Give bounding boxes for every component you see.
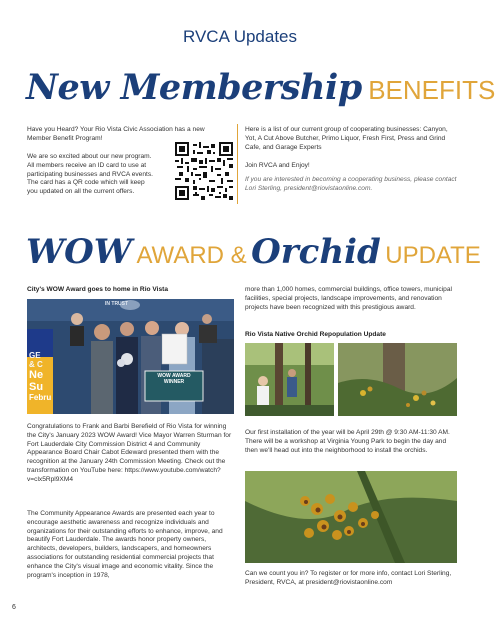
photo-sign-line: GE [29, 351, 41, 360]
section-header: RVCA Updates [182, 27, 298, 46]
award-badge-line: WOW AWARD [157, 373, 191, 379]
wow-congrats: Congratulations to Frank and Barbi Berefield of Rio Vista for winning the City's January 2023 WOW Award! Vice Mayor Warren Sturman for Fort Lauderdale City Commission District 4 and Community Appearance Board Chair Cabot Edeward presented them with the recognition at the January 24th Commission Meeting. Check out the transformation on YouTube here: https://www.youtube.com/watch?v=clx5Rpl9XM4 [27, 423, 232, 483]
orchid-registration: Can we count you in? To register or for more info, contact Lori Sterling, President, RVCA, at president@riovistaonline.com [245, 570, 452, 586]
membership-title-script: New Membership [26, 67, 362, 108]
orchid-title-script: Orchid [251, 232, 381, 272]
membership-details [27, 153, 177, 197]
membership-title [26, 67, 495, 111]
wow-continued: more than 1,000 homes, commercial buildings, office towers, municipal facilities, special projects, landscape improvements, and renovation projects have been recognized with this prestigious award. [245, 286, 452, 311]
photo-sign-line: & C [29, 360, 43, 369]
membership-details-line: participating businesses and RVCA events. [27, 170, 153, 178]
orchid-installation: Our first installation of the year will be April 29th @ 9:30 AM-11:30 AM. There will be a workshop at Virginia Young Park to begin the day and then we'll head out into the neighborhood to install the orchids. [245, 429, 450, 454]
orchid-tree-photo-art [338, 343, 457, 416]
membership-details-line: All members receive an ID card to use at [27, 161, 147, 169]
orchid-title-caps: UPDATE [385, 242, 481, 269]
membership-intro: Have you Heard? Your Rio Vista Civic Association has a new Member Benefit Program! [27, 126, 205, 142]
wow-title-caps: AWARD & [136, 242, 247, 269]
award-badge-line: WINNER [163, 379, 185, 385]
orchid-closeup-photo [245, 471, 457, 563]
orchid-closeup-photo-art [245, 471, 457, 563]
wow-title-script: WOW [26, 232, 132, 272]
membership-title-caps: BENEFITS [368, 75, 495, 105]
wow-title [26, 232, 481, 276]
photo-sign-line: Ne [29, 369, 44, 381]
workshop-photo [245, 343, 334, 416]
business-list: Here is a list of our current group of cooperating businesses: Canyon, Yot, A Cut Above Butcher, Primo Liquor, Fresh First, Press and Grind Cafe, and Garage Experts [245, 126, 448, 151]
orchid-tree-photo [338, 343, 457, 416]
business-contact: If you are interested in becoming a cooperating business, please contact Lori Sterling, president@riovistaonline.com. [245, 176, 457, 192]
membership-details-line: The card has a QR code which will keep [27, 179, 145, 187]
award-badge [145, 373, 203, 385]
photo-top-text: IN TRUST [105, 301, 129, 307]
page-number: 6 [12, 604, 16, 611]
award-photo-art [27, 299, 234, 414]
photo-sign-line: Febru [29, 393, 52, 402]
wow-program-info: The Community Appearance Awards are presented each year to encourage aesthetic awareness and recognize individuals and organizations for their outstanding efforts to enhance, improve, and beautify Fort Lauderdale. The awards honor property owners, architects, developers, builders, landscapers, and homeowners associations for outstanding residential commercial projects that enhance the City's visual image and economic vitality. Since the program's inception in 1978, [27, 510, 223, 579]
photo-sign-line: Su [29, 381, 44, 393]
wow-heading: City's WOW Award goes to home in Rio Vista [27, 286, 169, 293]
membership-details-line: We are so excited about our new program. [27, 153, 152, 160]
award-photo [27, 299, 234, 414]
join-cta: Join RVCA and Enjoy! [245, 162, 310, 169]
orchid-heading: Rio Vista Native Orchid Repopulation Update [245, 331, 386, 338]
workshop-photo-art [245, 343, 334, 416]
photo-sign-text [29, 351, 51, 402]
membership-details-line: you updated on all the current offers. [27, 188, 135, 196]
membership-divider [237, 124, 238, 204]
qr-code[interactable] [175, 142, 233, 200]
